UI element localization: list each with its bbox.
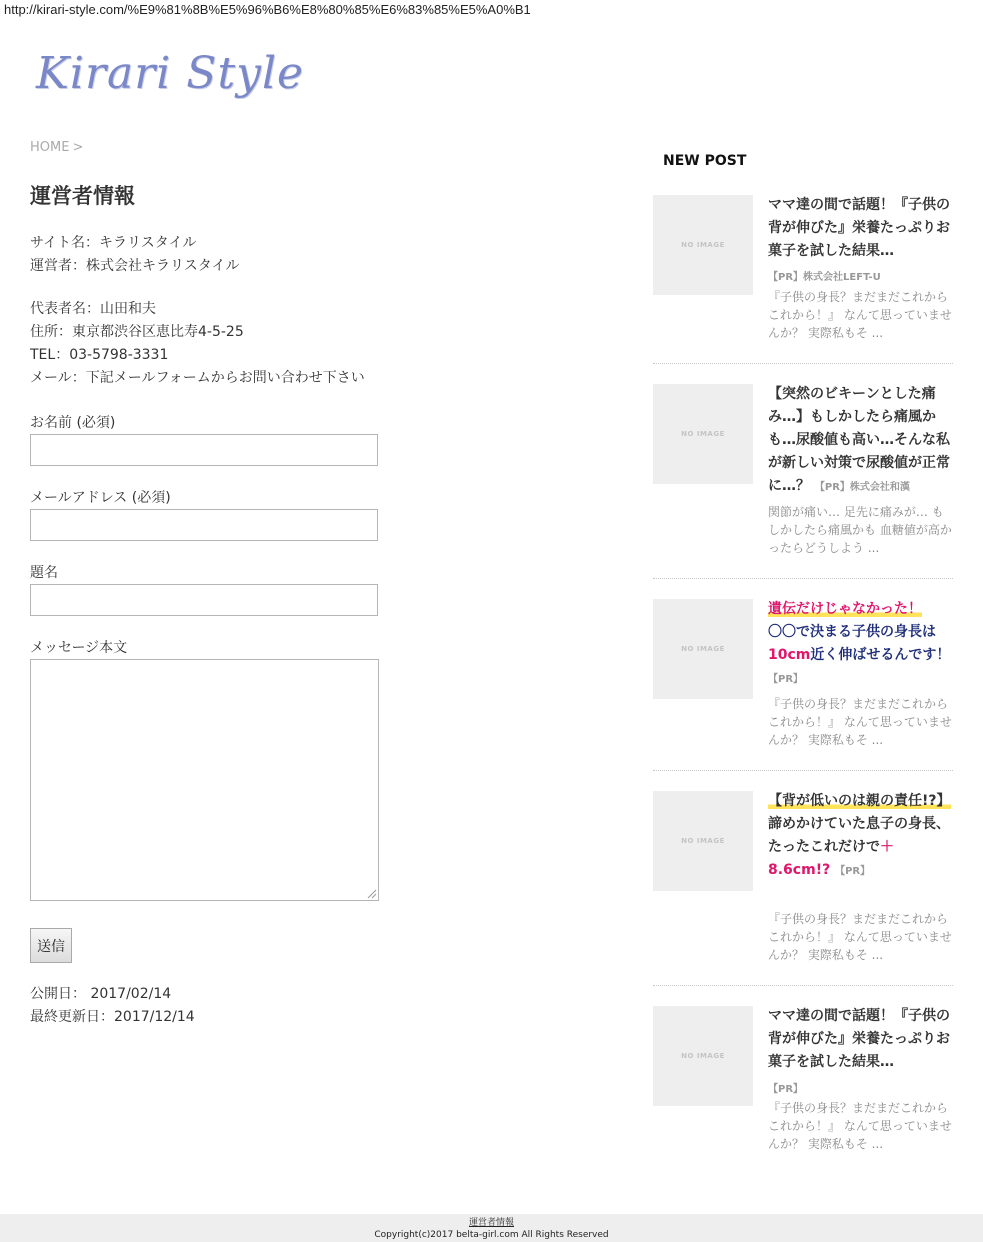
subject-input[interactable] — [30, 584, 378, 616]
post-divider — [653, 770, 953, 771]
message-textarea[interactable] — [30, 659, 379, 901]
post-thumbnail[interactable]: NO IMAGE — [653, 599, 753, 699]
contact-info — [30, 298, 365, 390]
new-post-heading: NEW POST — [663, 153, 747, 169]
site-info — [30, 232, 239, 278]
subject-label: 題名 — [30, 565, 58, 581]
post-divider — [653, 985, 953, 986]
post-title-text[interactable]: 近く伸ばせるんです！ — [810, 647, 951, 663]
post-title-text[interactable]: 〇〇で決まる子供の身長は — [768, 624, 936, 640]
post-title-text[interactable]: 諦めかけていた息子の身長、たったこれだけで — [768, 816, 950, 855]
message-label: メッセージ本文 — [30, 640, 128, 656]
footer — [0, 1214, 983, 1242]
name-input[interactable] — [30, 434, 378, 466]
representative-line: 代表者名：山田和夫 — [30, 301, 156, 317]
post-divider — [653, 578, 953, 579]
footer-operator-link[interactable]: 運営者情報 — [468, 1218, 514, 1228]
post-excerpt: 『子供の身長？まだまだこれからこれから！』 なんて思っていませんか？ 実際私もそ ... — [768, 912, 952, 962]
post-title-highlight[interactable]: 遺伝だけじゃなかった！ — [768, 601, 922, 617]
email-input[interactable] — [30, 509, 378, 541]
address-line: 住所：東京都渋谷区恵比寿4-5-25 — [30, 324, 244, 340]
published-date: 公開日： 2017/02/14 — [30, 986, 172, 1002]
post-pr-label: 【PR】 — [768, 1084, 804, 1095]
post-title-link[interactable] — [768, 598, 954, 691]
breadcrumb — [30, 140, 83, 155]
post-excerpt: 『子供の身長？まだまだこれからこれから！』 なんて思っていませんか？ 実際私もそ ... — [768, 290, 952, 340]
submit-button[interactable]: 送信 — [30, 928, 72, 963]
post-excerpt: 『子供の身長？まだまだこれからこれから！』 なんて思っていませんか？ 実際私もそ ... — [768, 697, 952, 747]
breadcrumb-home-link[interactable]: HOME — [30, 140, 70, 155]
post-title-text[interactable]: 【突然のビキーンとした痛み…】もしかしたら痛風かも…尿酸値も高い…そんな私が新しい対策で尿酸値が正常に…？ — [768, 386, 950, 494]
operator-line: 運営者：株式会社キラリスタイル — [30, 258, 240, 274]
post-title-link[interactable] — [768, 790, 954, 883]
post-title-link[interactable] — [768, 383, 954, 499]
resize-grip-icon[interactable] — [367, 889, 377, 899]
tel-line: TEL：03-5798-3331 — [30, 347, 169, 363]
updated-date: 最終更新日：2017/12/14 — [30, 1009, 195, 1025]
footer-copyright: Copyright(c)2017 belta-girl.com All Rights Reserved — [374, 1230, 609, 1240]
post-excerpt: 『子供の身長？まだまだこれからこれから！』 なんて思っていませんか？ 実際私もそ ... — [768, 1101, 952, 1151]
email-label: メールアドレス (必須) — [30, 490, 171, 506]
address-bar-url[interactable]: http://kirari-style.com/%E9%81%8B%E5%96%B6%E8%80%85%E6%83%85%E5%A0%B1 — [4, 2, 531, 17]
page-dates — [30, 983, 195, 1029]
mail-line: メール：下記メールフォームからお問い合わせ下さい — [30, 370, 365, 386]
post-divider — [653, 363, 953, 364]
post-title-highlight[interactable]: 【背が低いのは親の責任!?】 — [768, 793, 951, 809]
post-thumbnail[interactable]: NO IMAGE — [653, 384, 753, 484]
name-label: お名前 (必須) — [30, 415, 116, 431]
post-thumbnail[interactable]: NO IMAGE — [653, 791, 753, 891]
site-logo[interactable]: Kirari Style — [36, 48, 305, 99]
post-title-link[interactable]: ママ達の間で話題！『子供の背が伸びた』栄養たっぷりお菓子を試した結果… — [768, 1008, 950, 1070]
post-thumbnail[interactable]: NO IMAGE — [653, 195, 753, 295]
post-excerpt: 関節が痛い… 足先に痛みが… もしかしたら痛風かも 血糖値が高かったらどうしよう ... — [768, 505, 952, 555]
post-pr-label: 【PR】株式会社LEFT-U — [768, 272, 881, 283]
post-pr-label: 【PR】 — [835, 866, 871, 877]
page-title: 運営者情報 — [30, 184, 135, 208]
post-pr-label: 【PR】 — [768, 674, 804, 685]
post-thumbnail[interactable]: NO IMAGE — [653, 1006, 753, 1106]
site-name-line: サイト名：キラリスタイル — [30, 235, 197, 251]
post-title-emphasis[interactable]: 10cm — [768, 647, 811, 663]
breadcrumb-separator: > — [72, 140, 84, 155]
post-title-emphasis[interactable]: ＋8.6cm!? — [768, 839, 894, 878]
post-pr-label: 【PR】株式会社和漢 — [814, 482, 910, 493]
post-title-link[interactable]: ママ達の間で話題！『子供の背が伸びた』栄養たっぷりお菓子を試した結果… — [768, 197, 950, 259]
